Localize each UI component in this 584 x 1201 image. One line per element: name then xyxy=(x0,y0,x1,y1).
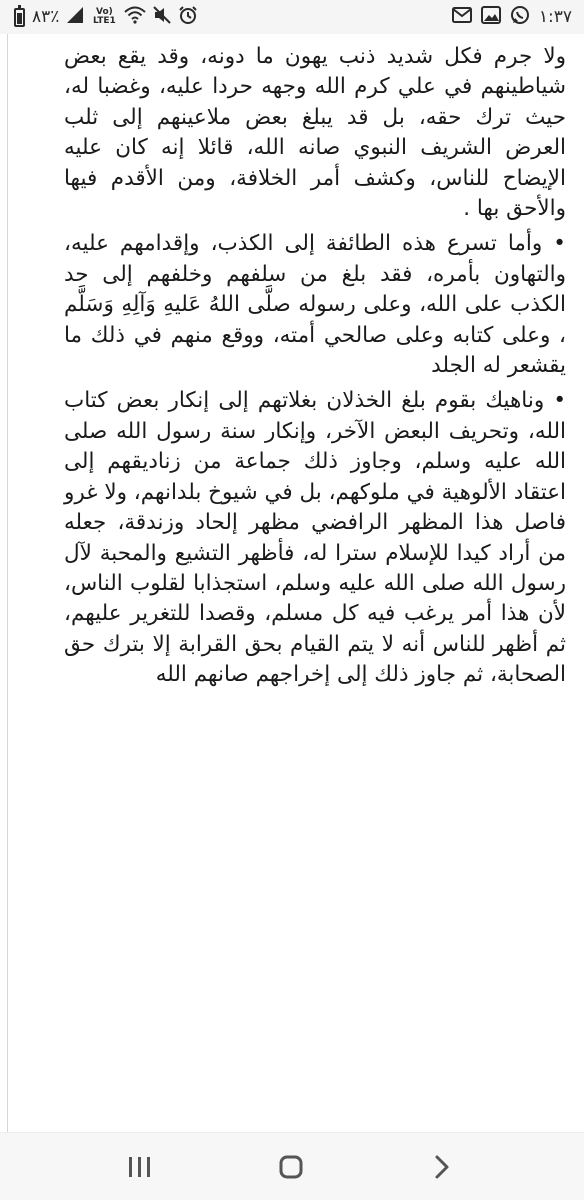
alarm-icon xyxy=(178,5,198,30)
document-viewer[interactable] xyxy=(0,34,584,1132)
navigation-bar xyxy=(0,1132,584,1200)
status-bar-left xyxy=(14,5,198,29)
status-bar-right xyxy=(452,5,572,29)
recents-button[interactable] xyxy=(100,1133,180,1201)
volte-icon: Vo) LTE1 xyxy=(93,7,116,26)
gallery-icon xyxy=(481,6,501,29)
battery-percent: ٨٣٪ xyxy=(32,7,60,27)
home-button[interactable] xyxy=(251,1133,331,1201)
recents-icon xyxy=(100,1133,180,1201)
back-icon xyxy=(402,1133,482,1201)
signal-icon xyxy=(66,6,84,29)
mail-icon xyxy=(452,7,472,28)
back-button[interactable] xyxy=(402,1133,482,1201)
status-bar xyxy=(0,0,584,34)
battery-icon xyxy=(14,8,25,27)
home-icon xyxy=(251,1133,331,1201)
wifi-icon xyxy=(124,6,146,29)
paragraph-2-bullet: • وأما تسرع هذه الطائفة إلى الكذب، وإقدامهم عليه، والتهاون بأمره، فقد بلغ من سلفهم وخلفهم إلى حد الكذب على الله، وعلى رسوله صلَّى اللهُ عَليهِ وَآلِهِ وَسَلَّم ، وعلى كتابه وعلى صالحي أمته، ووقع منهم في ذلك ما يقشعر له الجلد xyxy=(64,231,566,379)
paragraph-3-bullet: • وناهيك بقوم بلغ الخذلان بغلاتهم إلى إنكار بعض كتاب الله، وتحريف البعض الآخر، وإنكار سنة رسول الله صلى الله عليه وسلم، وجاوز ذلك جماعة من زناديقهم إلى اعتقاد الألوهية في ملوكهم، بل في شيوخ بلدانهم، ولا غرو فاصل هذا المظهر الرافضي مظهر إلحاد وزندقة، جعله من أراد كيدا للإسلام سترا له، فأظهر التشيع والمحبة لآل رسول الله صلى الله عليه وسلم، استجذابا لقلوب الناس، لأن هذا أمر يرغب فيه كل مسلم، وقصدا للتغرير عليهم، ثم أظهر للناس أنه لا يتم القيام بحق القرابة إلا بترك حق الصحابة، ثم جاوز ذلك إلى إخراجهم صانهم الله xyxy=(64,388,566,688)
mute-icon xyxy=(153,6,171,29)
paragraph-1: ولا جرم فكل شديد ذنب يهون ما دونه، وقد يقع بعض شياطينهم في علي كرم الله وجهه حردا عليه، وغضبا له، حيث ترك حقه، بل قد يبلغ بعض ملاعينهم إلى ثلب العرض الشريف النبوي صانه الله، قائلا إنه كان عليه الإيضاح للناس، وكشف أمر الخلافة، ومن الأقدم فيها والأحق بها . xyxy=(64,44,566,222)
whatsapp-icon xyxy=(510,5,530,30)
document-text xyxy=(64,42,566,691)
clock-time: ١:٣٧ xyxy=(538,7,572,27)
page-edge xyxy=(7,34,8,1132)
